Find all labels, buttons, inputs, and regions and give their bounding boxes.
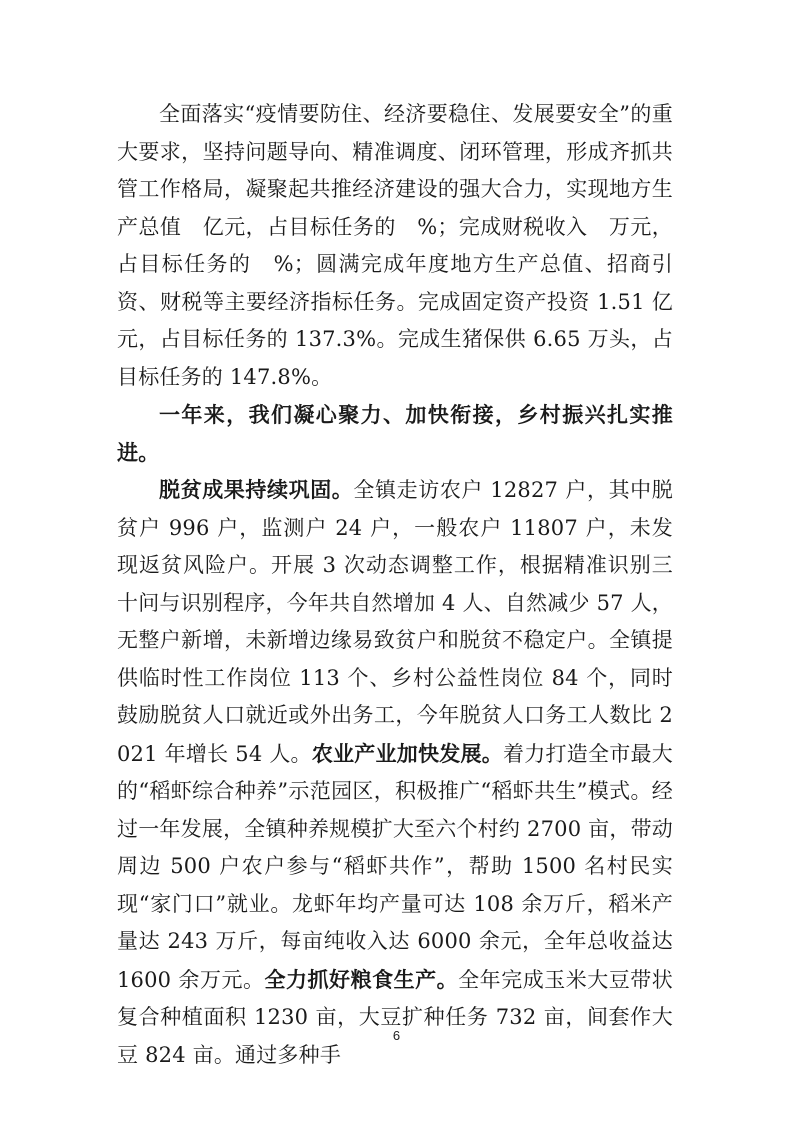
subheading-poverty-consolidation: 脱贫成果持续巩固。 — [159, 477, 354, 502]
subheading-grain-production: 全力抓好粮食生产。 — [264, 966, 459, 992]
heading-run: 一年来，我们凝心聚力、加快衔接，乡村振兴扎实推进。 — [117, 402, 673, 465]
paragraph-poverty-agriculture — [117, 471, 673, 1074]
subheading-agriculture-development: 农业产业加快发展。 — [311, 740, 504, 766]
paragraph-run: 全面落实“疫情要防住、经济要稳住、发展要安全”的重大要求，坚持问题导向、精准调度、闭环管理，形成齐抓共管工作格局，凝聚起共推经济建设的强大合力，实现地方生产总值 亿元，占目标任务的 %；完成财税收入 万元，占目标任务的 %；圆满完成年度地方生产总值、招商引资、财税等主要经济指标任务。完成固定资产投资 1.51 亿元，占目标任务的 137.3%。完成生猪保供 6.65 万头，占目标任务的 147.8%。 — [117, 102, 673, 389]
section-heading-rural-revitalization — [117, 396, 673, 471]
paragraph-run: 全镇走访农户 12827 户，其中脱贫户 996 户，监测户 24 户，一般农户 11807 户，未发现返贫风险户。开展 3 次动态调整工作，根据精准识别三十问与识别程序，今年共自然增加 4 人、自然减少 57 人，无整户新增，未新增边缘易致贫户和脱贫不稳定户。全镇提供临时性工作岗位 113 个、乡村公益性岗位 84 个，同时鼓励脱贫人口就近或外出务工，今年脱贫人口务工人数比 2021 年增长 54 人。 — [117, 478, 673, 766]
paragraph-economy — [117, 96, 673, 396]
document-page — [117, 96, 673, 1074]
page-number: 6 — [392, 1028, 401, 1043]
paragraph-run: 全年完成玉米大豆带状复合种植面积 1230 亩，大豆扩种任务 732 亩，间套作大豆 824 亩。通过多种手 — [117, 967, 673, 1067]
paragraph-run: 着力打造全市最大的“稻虾综合种养”示范园区，积极推广“稻虾共生”模式。经过一年发展，全镇种养规模扩大至六个村约 2700 亩，带动周边 500 户农户参与“稻虾共作”，帮助 1500 名村民实现“家门口”就业。龙虾年均产量可达 108 余万斤，稻米产量达 243 万斤，每亩纯收入达 6000 余元，全年总收益达 1600 余万元。 — [117, 741, 673, 992]
